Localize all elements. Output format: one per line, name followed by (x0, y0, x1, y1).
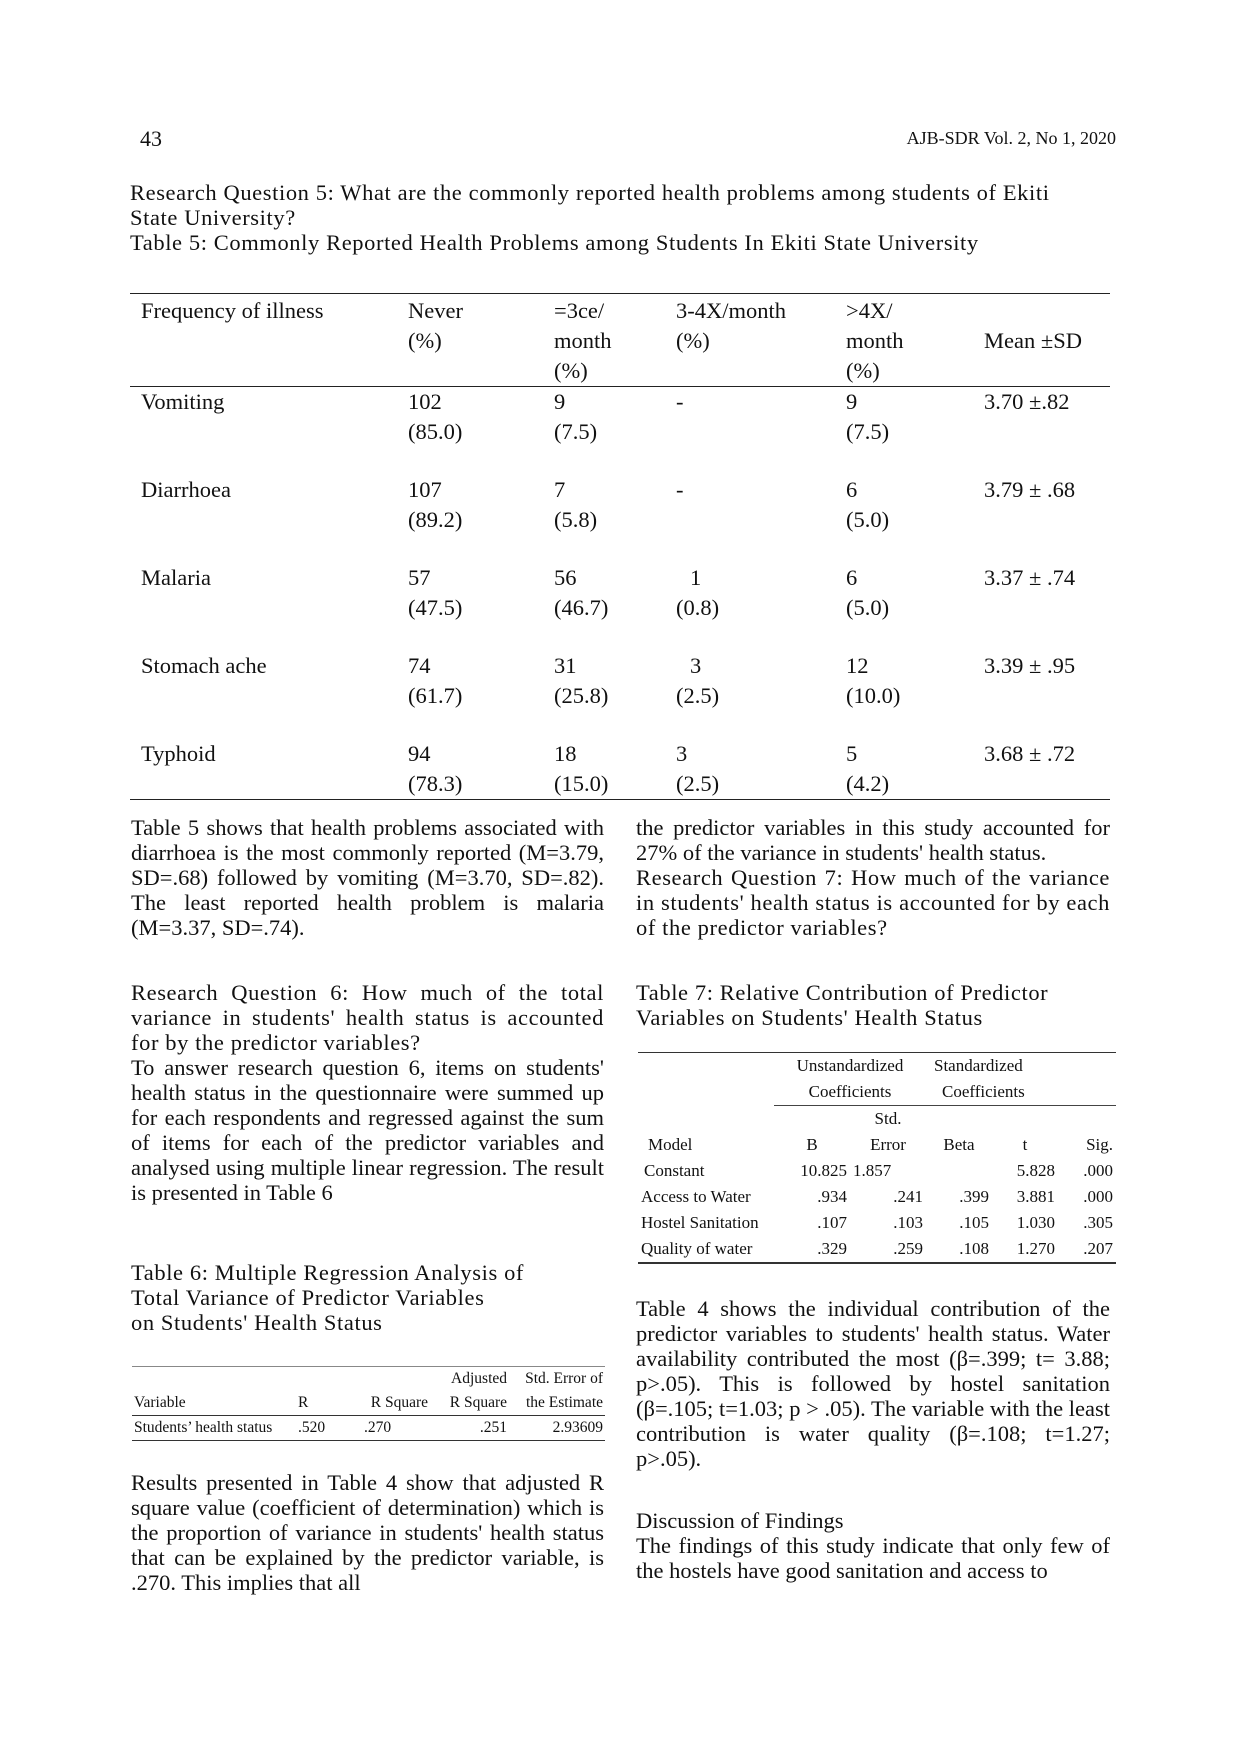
cell-sig: .000 (1083, 1187, 1113, 1206)
cell-count: - (676, 477, 684, 502)
cell-count: 3 (676, 741, 688, 766)
cell-count: 1 (690, 565, 702, 590)
cell-beta: .105 (959, 1213, 989, 1232)
table7-header-coefficients-2: Coefficients (926, 1079, 1058, 1106)
cell-count: 74 (408, 653, 431, 678)
caption-line: Variables on Students' Health Status (636, 1005, 983, 1030)
variance-conclusion-paragraph: the predictor variables in this study accounted for 27% of the variance in students' health status. (636, 815, 1110, 865)
cell-count: 94 (408, 741, 431, 766)
discussion-section (636, 1508, 1110, 1583)
cell-percent: (46.7) (554, 595, 609, 620)
cell-std-error: 1.857 (853, 1161, 892, 1180)
table5-header-row (130, 294, 1110, 387)
cell-count: 107 (408, 477, 442, 502)
cell-b: .329 (817, 1239, 847, 1258)
cell-percent: (2.5) (676, 771, 720, 796)
table-row (638, 1236, 1116, 1263)
cell-count: 9 (554, 389, 566, 414)
research-question-7: Research Question 7: How much of the variance in students' health status is accounted for by each of the predictor variables? (636, 865, 1110, 940)
cell-count: 56 (554, 565, 577, 590)
table7-header-coefficients-1: Coefficients (774, 1079, 926, 1106)
cell-percent: (10.0) (846, 683, 901, 708)
row-label: Vomiting (141, 389, 225, 414)
table5-header-thrice (554, 294, 676, 387)
research-question-6: Research Question 6: How much of the total variance in students' health status is accounted for by the predictor variables? (131, 980, 604, 1055)
table7-subheader-row-2 (638, 1132, 1116, 1158)
table6-results-paragraph: Results presented in Table 4 show that adjusted R square value (coefficient of determination) which is the proportion of variance in students' health status that can be explained by the predictor variable, is .270. This implies that all (131, 1470, 604, 1595)
cell-percent: (47.5) (408, 595, 463, 620)
cell-percent: (89.2) (408, 507, 463, 532)
table7-header-beta: Beta (943, 1135, 975, 1154)
table6-header-r: R (298, 1394, 309, 1411)
table-6 (132, 1366, 605, 1441)
cell-r: .520 (298, 1419, 326, 1436)
cell-mean-sd: 3.68 ± .72 (984, 741, 1076, 766)
caption-line: Total Variance of Predictor Variables (131, 1285, 485, 1310)
table7-subheader-row-1 (638, 1106, 1116, 1133)
cell-percent: (7.5) (846, 419, 890, 444)
table-row (130, 475, 1110, 535)
cell-b: .934 (817, 1187, 847, 1206)
table-row (132, 1416, 605, 1441)
cell-t: 5.828 (1016, 1161, 1055, 1180)
table-row (130, 651, 1110, 711)
row-label: Malaria (141, 565, 211, 590)
cell-b: 10.825 (800, 1161, 847, 1180)
cell-count: 102 (408, 389, 442, 414)
cell-model: Quality of water (641, 1239, 753, 1258)
table7-caption (636, 980, 1116, 1030)
cell-sig: .207 (1083, 1239, 1113, 1258)
table6-caption (131, 1260, 611, 1335)
cell-count: - (676, 389, 684, 414)
header-text: (%) (846, 358, 880, 383)
cell-std-error: .103 (893, 1213, 923, 1232)
cell-percent: (0.8) (676, 595, 720, 620)
header-text: Mean ±SD (984, 328, 1082, 353)
cell-percent: (5.0) (846, 595, 890, 620)
table5-header-never (408, 294, 554, 387)
journal-citation: AJB-SDR Vol. 2, No 1, 2020 (906, 128, 1116, 148)
table6-header-row-2 (132, 1391, 605, 1416)
caption-line: Table 7: Relative Contribution of Predictor (636, 980, 1049, 1005)
rq5-line-1: Research Question 5: What are the commonly reported health problems among students of Ekiti (130, 180, 1050, 205)
table7-header-t: t (1022, 1135, 1028, 1154)
row-label: Typhoid (141, 741, 216, 766)
cell-count: 18 (554, 741, 577, 766)
row-spacer (130, 535, 1110, 563)
row-label: Diarrhoea (141, 477, 231, 502)
cell-std-error: 2.93609 (552, 1419, 603, 1436)
cell-r-square: .270 (364, 1419, 392, 1436)
cell-sig: .000 (1083, 1161, 1113, 1180)
table7-header-standardized: Standardized (934, 1056, 1023, 1075)
cell-percent: (25.8) (554, 683, 609, 708)
row-spacer (130, 623, 1110, 651)
cell-mean-sd: 3.39 ± .95 (984, 653, 1076, 678)
caption-line: on Students' Health Status (131, 1310, 383, 1335)
cell-sig: .305 (1083, 1213, 1113, 1232)
table7-header-model: Model (648, 1135, 693, 1154)
cell-count: 3 (690, 653, 702, 678)
table6-header-adj-r-square: R Square (449, 1394, 507, 1411)
right-column-top (636, 815, 1110, 940)
table6-header-std-error: Std. Error of (525, 1370, 603, 1387)
discussion-heading: Discussion of Findings (636, 1508, 844, 1533)
table6-header-estimate: the Estimate (525, 1394, 603, 1411)
cell-percent: (5.0) (846, 507, 890, 532)
header-text: =3ce/ (554, 298, 605, 323)
cell-percent: (61.7) (408, 683, 463, 708)
header-text: month (554, 328, 612, 353)
table5-caption: Table 5: Commonly Reported Health Problems among Students In Ekiti State University (130, 230, 979, 255)
table-row (638, 1184, 1116, 1210)
cell-percent: (85.0) (408, 419, 463, 444)
table-row (130, 387, 1110, 448)
table7-group-header-row-2 (638, 1079, 1116, 1106)
table5-header-over-four (846, 294, 984, 387)
cell-count: 31 (554, 653, 577, 678)
cell-std-error: .259 (893, 1239, 923, 1258)
cell-model: Hostel Sanitation (641, 1213, 759, 1232)
cell-t: 1.030 (1016, 1213, 1055, 1232)
header-text: month (846, 328, 904, 353)
table-row (130, 739, 1110, 800)
cell-variable: Students’ health status (134, 1419, 273, 1436)
header-text: >4X/ (846, 298, 893, 323)
cell-count: 9 (846, 389, 858, 414)
cell-percent: (15.0) (554, 771, 609, 796)
cell-beta: .108 (959, 1239, 989, 1258)
cell-count: 12 (846, 653, 869, 678)
row-spacer (130, 711, 1110, 739)
cell-beta (926, 1158, 992, 1184)
row-label: Stomach ache (141, 653, 267, 678)
table-5 (130, 293, 1110, 800)
row-spacer (130, 447, 1110, 475)
cell-percent: (4.2) (846, 771, 890, 796)
cell-model: Access to Water (641, 1187, 751, 1206)
table7-header-error: Error (870, 1135, 906, 1154)
cell-t: 1.270 (1016, 1239, 1055, 1258)
cell-percent: (7.5) (554, 419, 598, 444)
table7-header-unstandardized: Unstandardized (796, 1056, 904, 1075)
cell-t: 3.881 (1016, 1187, 1055, 1206)
header-text: Frequency of illness (141, 298, 324, 323)
table7-header-std: Std. (874, 1109, 902, 1128)
research-question-5 (130, 180, 1120, 255)
cell-count: 5 (846, 741, 858, 766)
cell-model: Constant (644, 1161, 705, 1180)
table6-header-adjusted: Adjusted (451, 1370, 507, 1387)
cell-mean-sd: 3.79 ± .68 (984, 477, 1076, 502)
rq6-method-paragraph: To answer research question 6, items on students' health status in the questionnaire were summed up for each respondents and regressed against the sum of items for each of the predictor variables and analysed using multiple linear regression. The result is presented in Table 6 (131, 1055, 604, 1205)
table7-header-sig: Sig. (1086, 1135, 1113, 1154)
table-row (638, 1210, 1116, 1236)
cell-count: 6 (846, 565, 858, 590)
table-row (130, 563, 1110, 623)
rq5-line-2: State University? (130, 205, 296, 230)
table5-header-frequency (130, 294, 408, 387)
table-row (638, 1158, 1116, 1184)
table6-header-variable: Variable (134, 1394, 186, 1411)
header-text: (%) (554, 358, 588, 383)
discussion-text: The findings of this study indicate that only few of the hostels have good sanitation and access to (636, 1533, 1110, 1583)
table6-header-row-1 (132, 1367, 605, 1392)
research-question-6-block (131, 980, 604, 1205)
table6-header-r-square: R Square (370, 1394, 428, 1411)
table5-header-three-four (676, 294, 846, 387)
cell-mean-sd: 3.37 ± .74 (984, 565, 1076, 590)
table-7 (638, 1052, 1116, 1264)
table7-group-header-row-1 (638, 1053, 1116, 1080)
cell-mean-sd: 3.70 ±.82 (984, 389, 1070, 414)
cell-percent: (78.3) (408, 771, 463, 796)
cell-count: 57 (408, 565, 431, 590)
table7-header-b: B (806, 1135, 818, 1154)
cell-percent: (2.5) (676, 683, 720, 708)
page-number: 43 (140, 126, 162, 151)
header-text: (%) (408, 328, 442, 353)
cell-count: 7 (554, 477, 566, 502)
cell-percent: (5.8) (554, 507, 598, 532)
cell-b: .107 (817, 1213, 847, 1232)
header-text: (%) (676, 328, 710, 353)
caption-line: Table 6: Multiple Regression Analysis of (131, 1260, 525, 1285)
cell-adj-r-square: .251 (479, 1419, 507, 1436)
cell-std-error: .241 (893, 1187, 923, 1206)
cell-beta: .399 (959, 1187, 989, 1206)
cell-count: 6 (846, 477, 858, 502)
table5-header-mean-sd (984, 294, 1110, 387)
header-text: Never (408, 298, 463, 323)
header-text: 3-4X/month (676, 298, 786, 323)
table7-discussion-paragraph: Table 4 shows the individual contribution of the predictor variables to students' health status. Water availability contributed the most (β=.399; t= 3.88; p>.05). This is followed by hostel sanitation (β=.105; t=1.03; p > .05). The variable with the least contribution is water quality (β=.108; t=1.27; p>.05). (636, 1296, 1110, 1471)
table5-discussion-paragraph: Table 5 shows that health problems associated with diarrhoea is the most commonly reported (M=3.79, SD=.68) followed by vomiting (M=3.70, SD=.82). The least reported health problem is malaria (M=3.37, SD=.74). (131, 815, 604, 940)
